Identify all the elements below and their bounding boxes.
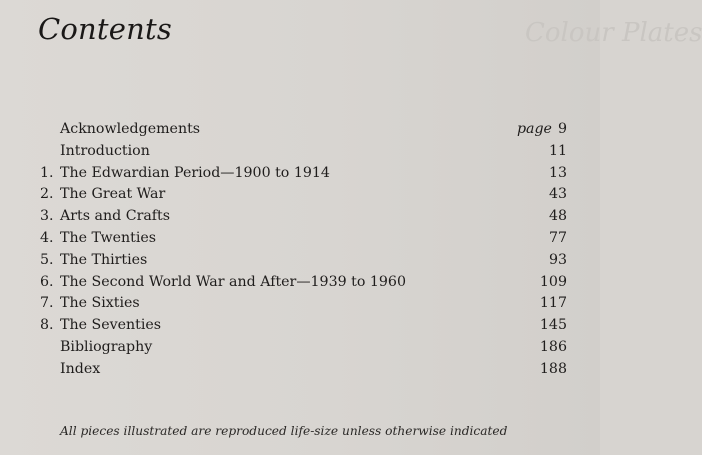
page-number: 188 — [539, 360, 567, 377]
toc-row — [0, 250, 600, 272]
chapter-number: 1. — [40, 164, 54, 181]
page-number: 145 — [539, 317, 567, 334]
page-value: 9 — [557, 121, 567, 137]
chapter-title: The Thirties — [60, 251, 148, 268]
toc-row — [0, 119, 600, 141]
toc-row — [0, 206, 600, 228]
toc-row — [0, 315, 600, 337]
toc-row — [0, 163, 600, 185]
toc-row — [0, 337, 600, 359]
chapter-number: 5. — [40, 251, 54, 268]
page-number: 117 — [539, 295, 567, 312]
chapter-number: 6. — [40, 273, 54, 290]
page-number: 77 — [548, 229, 567, 246]
chapter-title: The Second World War and After—1939 to 1960 — [60, 273, 406, 290]
toc-row — [0, 184, 600, 206]
page-number: 48 — [548, 208, 567, 225]
chapter-title: The Great War — [60, 186, 166, 203]
chapter-title: Index — [60, 360, 101, 377]
page-number: 186 — [539, 338, 567, 355]
footnote: All pieces illustrated are reproduced life-size unless otherwise indicated — [60, 424, 508, 438]
page-number: 109 — [539, 273, 567, 290]
chapter-title: Bibliography — [60, 338, 153, 355]
chapter-number: 8. — [40, 317, 54, 334]
chapter-title: Arts and Crafts — [60, 208, 171, 225]
chapter-number: 4. — [40, 229, 54, 246]
chapter-title: Introduction — [60, 142, 150, 159]
page-number: 11 — [548, 142, 567, 159]
chapter-title: The Edwardian Period—1900 to 1914 — [60, 164, 330, 181]
bleed-through-heading: Colour Plates — [525, 18, 702, 48]
page-number: 13 — [548, 164, 567, 181]
chapter-number: 7. — [40, 295, 54, 312]
chapter-title: The Twenties — [60, 229, 157, 246]
toc-row — [0, 141, 600, 163]
toc-row — [0, 228, 600, 250]
page-number — [517, 119, 567, 141]
page-word: page — [516, 121, 552, 137]
chapter-title: The Sixties — [60, 295, 140, 312]
chapter-title: Acknowledgements — [60, 121, 201, 137]
chapter-title: The Seventies — [60, 317, 162, 334]
contents-list — [0, 119, 600, 381]
toc-row — [0, 359, 600, 381]
chapter-number: 3. — [40, 208, 54, 225]
toc-row — [0, 293, 600, 315]
page-number: 43 — [548, 186, 567, 203]
toc-row — [0, 272, 600, 294]
page-number: 93 — [548, 251, 567, 268]
chapter-number: 2. — [40, 186, 54, 203]
page-title: Contents — [38, 12, 172, 46]
